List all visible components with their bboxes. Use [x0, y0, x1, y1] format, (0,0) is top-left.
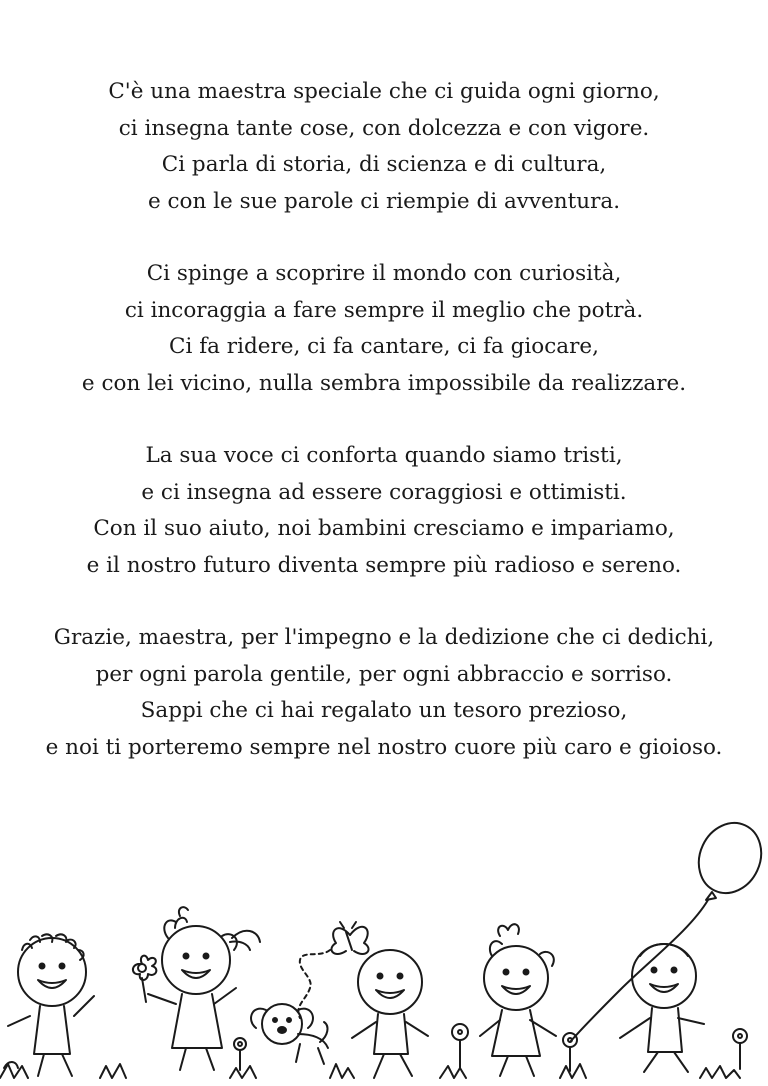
children-illustration [0, 810, 768, 1086]
poem-line: Sappi che ci hai regalato un tesoro prezioso, [140, 698, 628, 723]
flower-icon [733, 1029, 747, 1069]
poem-line: per ogni parola gentile, per ogni abbraccio e sorriso. [95, 661, 673, 687]
flower-icon [234, 1038, 246, 1070]
poem-line: e ci insegna ad essere coraggiosi e ottimisti. [141, 479, 627, 505]
poem-line: Grazie, maestra, per l'impegno e la dedizione che ci dedichi, [53, 625, 715, 650]
poem-line: e noi ti porteremo sempre nel nostro cuore più caro e gioioso. [45, 734, 723, 760]
poem-line: Con il suo aiuto, noi bambini cresciamo e impariamo, [93, 516, 675, 541]
butterfly-icon [298, 922, 368, 1018]
poem-line: e con le sue parole ci riempie di avventura. [147, 188, 621, 214]
stanza [40, 620, 728, 766]
grass [0, 1064, 740, 1078]
child-icon [4, 934, 94, 1076]
poem-line: Ci spinge a scoprire il mondo con curiosità, [146, 261, 622, 286]
poem-line: e il nostro futuro diventa sempre più radioso e sereno. [86, 552, 682, 578]
child-icon [352, 950, 428, 1078]
poem-line: ci insegna tante cose, con dolcezza e con vigore. [118, 115, 650, 141]
flower-icon [563, 1033, 577, 1071]
child-icon [620, 944, 704, 1072]
poem-line: ci incoraggia a fare sempre il meglio che potrà. [124, 297, 644, 323]
poem [40, 74, 728, 802]
poem-line: Ci fa ridere, ci fa cantare, ci fa giocare, [169, 334, 599, 359]
stanza [40, 256, 728, 402]
poem-line: La sua voce ci conforta quando siamo tristi, [145, 443, 623, 468]
child-icon [148, 907, 260, 1070]
stanza [40, 74, 728, 220]
stanza [40, 438, 728, 584]
poem-line: Ci parla di storia, di scienza e di cultura, [161, 152, 607, 177]
poem-line: C'è una maestra speciale che ci guida ogni giorno, [108, 79, 660, 104]
poem-line: e con lei vicino, nulla sembra impossibile da realizzare. [81, 370, 687, 396]
child-icon [480, 924, 556, 1076]
dog-icon [251, 1004, 328, 1064]
flower-icon [452, 1024, 468, 1068]
